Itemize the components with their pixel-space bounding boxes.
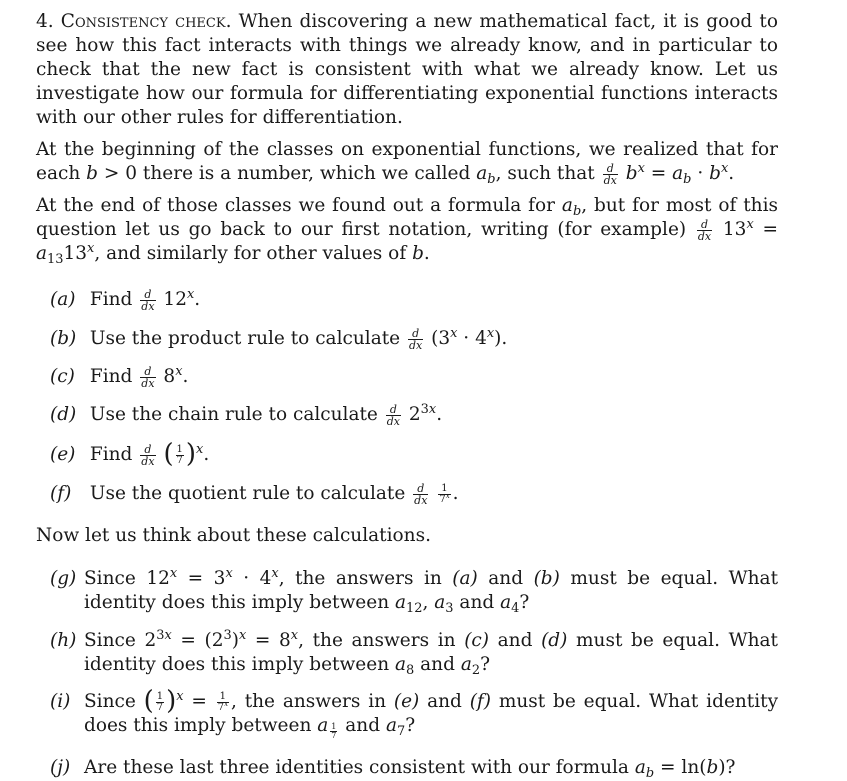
- question-j: (j) Are these last three identities consistent with our formula $a_b = \ln(b)$?: [50, 757, 736, 781]
- question-title: Consistency check.: [60, 11, 232, 32]
- question-i: (i) Since ( $\frac{1}{7}$ )$^x$ = $\frac{1}{7^x}$ , the answers in (e) and (f) must be equal. What identity does this imply between a $_{\frac{1}{7}}$ and $a_7$?: [50, 686, 779, 740]
- notation-paragraph: At the end of those classes we found out a formula for $a_b$, but for most of this question let us go back to our first notation, writing (for example) $\frac{d}{dx}$ $13^x = a_{13}13^x$, and similarly for other values of b.: [36, 195, 778, 267]
- transition-text: Now let us think about these calculations.: [36, 525, 431, 546]
- question-g: (g) Since $12^x = 3^x \cdot 4^x$, the answers in (a) and (b) must be equal. What identity does this imply between $a_{12}$, $a_3$ and $a_4$?: [50, 565, 778, 616]
- intro-text: When discovering a new mathematical fact, it is good to see how this fact interacts with things we already know, and in particular to check that the new fact is consistent with what we already know. Let us investigate how our formula for differentiating exponential functions interacts with our other rules for differentiation.: [36, 11, 778, 128]
- question-f: (f) Use the quotient rule to calculate $\frac{d}{dx}$ $\frac{1}{7^x}$ .: [50, 481, 459, 507]
- d-dx-fraction: $\frac{d}{dx}$: [603, 161, 617, 187]
- document-page: [36, 10, 779, 781]
- intro-paragraph: [36, 10, 778, 130]
- question-d: (d) Use the chain rule to calculate $\frac{d}{dx}$ $2^{3x}$.: [50, 401, 443, 428]
- question-h: (h) Since $2^{3x} = (2^3)^x = 8^x$, the answers in (c) and (d) must be equal. What identity does this imply between $a_8$ and $a_2$?: [50, 627, 778, 678]
- question-a: (a) Find $\frac{d}{dx}$ 12$^x$.: [50, 286, 201, 313]
- question-c: (c) Find $\frac{d}{dx}$ 8$^x$.: [50, 363, 189, 390]
- question-b: (b) Use the product rule to calculate $\frac{d}{dx}$ $(3^x \cdot 4^x)$.: [50, 325, 508, 352]
- question-e: (e) Find $\frac{d}{dx}$ ( $\frac{1}{7}$ )$^x$.: [50, 439, 210, 470]
- question-number: 4.: [36, 11, 54, 32]
- definition-paragraph: At the beginning of the classes on exponential functions, we realized that for each b > 0 there is a number, which we called $a_b$, such that $\frac{d}{dx}$ $b^x = a_b \cdot b^x$.: [36, 139, 778, 187]
